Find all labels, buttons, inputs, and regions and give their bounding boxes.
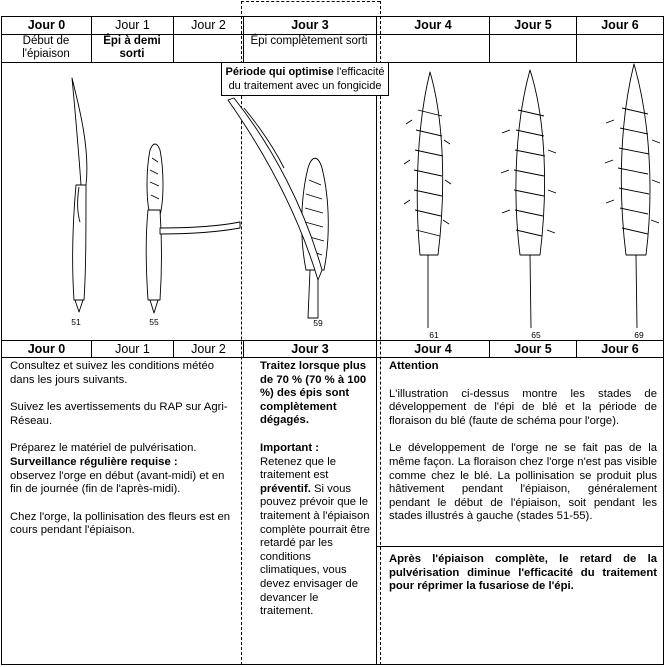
middle-instructions bbox=[260, 360, 372, 619]
callout-bold: Période qui optimise bbox=[225, 66, 334, 78]
header-day-5: Jour 5 bbox=[514, 18, 552, 32]
wheat-stage-61 bbox=[404, 72, 451, 328]
header-day-4-bottom: Jour 4 bbox=[414, 342, 452, 356]
header-day-1: Jour 1 bbox=[115, 18, 150, 32]
header-day-1-bottom: Jour 1 bbox=[115, 342, 150, 356]
important-title: Important : bbox=[260, 441, 319, 454]
paragraph: Suivez les avertissements du RAP sur Agri-Réseau. bbox=[10, 401, 228, 427]
subheader-demi: Épi à demi sorti bbox=[103, 35, 161, 60]
attention-title: Attention bbox=[389, 360, 439, 372]
stage-label: 55 bbox=[149, 317, 159, 327]
paragraph: L'illustration ci-dessus montre les stades de développement de l'épi de blé et la période de floraison du blé (faute de schéma pour l'orge). bbox=[389, 387, 657, 427]
header-day-5-bottom: Jour 5 bbox=[514, 342, 552, 356]
text-run: Si vous pouvez prévoir que le traitement à l'épiaison complète pourrait être retardé par les conditions climatiques, vous devez envisager de devancer le traitement. bbox=[260, 482, 370, 618]
header-day-4: Jour 4 bbox=[414, 18, 452, 32]
header-day-6: Jour 6 bbox=[601, 18, 639, 32]
wheat-stage-69 bbox=[605, 64, 660, 328]
subheader-complet: Épi complètement sorti bbox=[250, 35, 368, 47]
wheat-stage-51 bbox=[72, 78, 87, 312]
subheader-debut: Début de l'épiaison bbox=[22, 35, 70, 60]
header-day-3: Jour 3 bbox=[291, 18, 329, 32]
header-day-3-bottom: Jour 3 bbox=[291, 342, 329, 356]
stage-label: 61 bbox=[419, 330, 449, 340]
stage-label: 51 bbox=[71, 317, 81, 327]
paragraph bbox=[260, 456, 372, 619]
paragraph: observez l'orge en début (avant-midi) et en fin de journée (fin de l'après-midi). bbox=[10, 469, 225, 496]
wheat-stage-65 bbox=[501, 70, 556, 328]
paragraph: Chez l'orge, la pollinisation des fleurs est en cours pendant l'épiaison. bbox=[10, 510, 231, 537]
wheat-stage-59 bbox=[228, 98, 328, 318]
header-day-2-bottom: Jour 2 bbox=[191, 342, 226, 356]
stage-label: 69 bbox=[624, 330, 654, 340]
left-instructions bbox=[10, 360, 238, 538]
header-day-0-bottom: Jour 0 bbox=[27, 342, 66, 356]
callout-text: l'efficacité du traitement avec un fongicide bbox=[228, 66, 385, 92]
header-day-0: Jour 0 bbox=[27, 18, 66, 32]
paragraph: Le développement de l'orge ne se fait pas de la même façon. La floraison chez l'orge n'est pas visible comme chez le blé. La pollinisation se produit plus hâtivement pendant l'épiaison, généralement pendant le début de l'épiaison, soit pendant les stades illustrés à gauche (stades 51-55). bbox=[389, 442, 657, 523]
paragraph-bold: Surveillance régulière requise : bbox=[10, 455, 178, 468]
text-run-bold: préventif. bbox=[260, 482, 311, 495]
right-instructions bbox=[389, 360, 657, 524]
paragraph: Préparez le matériel de pulvérisation. bbox=[10, 442, 197, 455]
stage-label: 59 bbox=[313, 318, 323, 328]
text-run: Retenez que le traitement est bbox=[260, 455, 336, 482]
paragraph: Consultez et suivez les conditions météo dans les jours suivants. bbox=[10, 360, 215, 386]
stage-label: 65 bbox=[521, 330, 551, 340]
header-day-6-bottom: Jour 6 bbox=[601, 342, 639, 356]
optimal-period-callout bbox=[221, 62, 389, 96]
wheat-stage-55 bbox=[146, 144, 240, 313]
header-day-2: Jour 2 bbox=[191, 18, 226, 32]
paragraph-bold: Traitez lorsque plus de 70 % (70 % à 100 %) des épis sont complètement dégagés. bbox=[260, 360, 367, 427]
warning-paragraph: Après l'épiaison complète, le retard de la pulvérisation diminue l'efficacité du traitement pour réprimer la fusariose de l'épi. bbox=[389, 553, 657, 593]
